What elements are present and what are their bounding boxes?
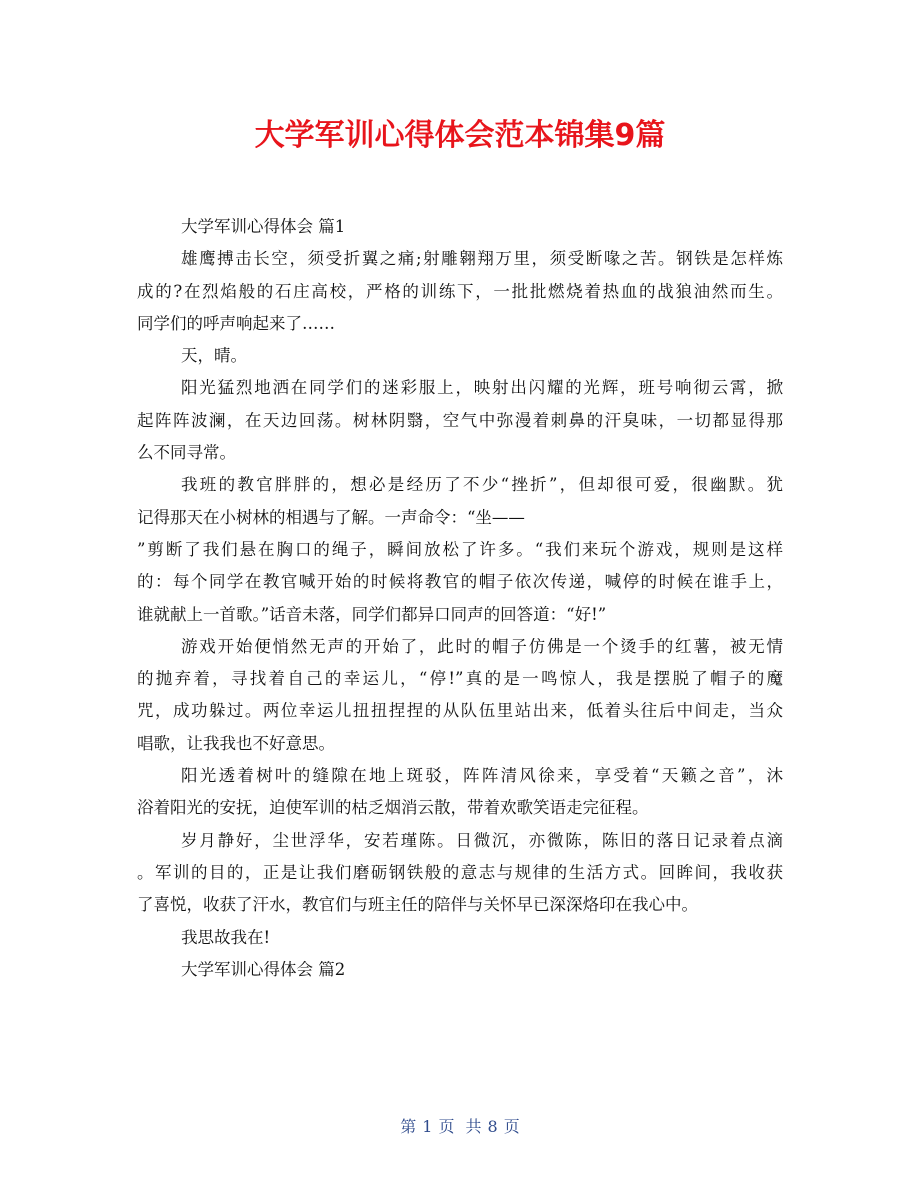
text-line: 浴着阳光的安抚，迫使军训的枯乏烟消云散，带着欢歌笑语走完征程。 bbox=[137, 798, 649, 818]
text-line: 同学们的呼声响起来了…… bbox=[137, 313, 335, 333]
text-line: 雄鹰搏击长空，须受折翼之痛;射雕翱翔万里，须受断喙之苦。钢铁是怎样炼 bbox=[181, 249, 783, 269]
text-line: 谁就献上一首歌。”话音未落，同学们都异口同声的回答道：“好!” bbox=[137, 604, 607, 624]
page-label-suffix: 页 bbox=[503, 1117, 520, 1136]
text-line: 游戏开始便悄然无声的开始了，此时的帽子仿佛是一个烫手的红薯，被无情 bbox=[181, 636, 783, 656]
text-line: 大学军训心得体会 篇2 bbox=[181, 959, 346, 979]
text-line: 天，晴。 bbox=[181, 346, 247, 366]
text-line: 么不同寻常。 bbox=[137, 443, 236, 463]
text-line: 。军训的目的，正是让我们磨砺钢铁般的意志与规律的生活方式。回眸间，我收获 bbox=[137, 862, 783, 882]
text-line: 成的?在烈焰般的石庄高校，严格的训练下，一批批燃烧着热血的战狼油然而生。 bbox=[137, 281, 783, 301]
document-title: 大学军训心得体会范本锦集9篇 bbox=[254, 118, 666, 153]
text-line: 我思故我在! bbox=[181, 927, 271, 947]
text-line: 了喜悦，收获了汗水，教官们与班主任的陪伴与关怀早已深深烙印在我心中。 bbox=[137, 895, 698, 915]
text-line: 咒，成功躲过。两位幸运儿扭扭捏捏的从队伍里站出来，低着头往后中间走，当众 bbox=[137, 701, 783, 721]
text-line: 岁月静好，尘世浮华，安若瑾陈。日微沉，亦微陈，陈旧的落日记录着点滴 bbox=[181, 830, 783, 850]
text-line: 起阵阵波澜，在天边回荡。树林阴翳，空气中弥漫着刺鼻的汗臭味，一切都显得那 bbox=[137, 410, 783, 430]
page-current-number: 1 bbox=[422, 1117, 433, 1136]
text-line: 阳光猛烈地洒在同学们的迷彩服上，映射出闪耀的光辉，班号响彻云霄，掀 bbox=[181, 378, 783, 398]
text-line: 唱歌，让我我也不好意思。 bbox=[137, 733, 335, 753]
document-body bbox=[137, 211, 783, 986]
page-label-prefix: 第 bbox=[400, 1117, 417, 1136]
text-line: 我班的教官胖胖的，想必是经历了不少“挫折”，但却很可爱，很幽默。犹 bbox=[181, 475, 783, 495]
page-label-mid: 页 共 bbox=[438, 1117, 482, 1136]
text-line: 的：每个同学在教官喊开始的时候将教官的帽子依次传递，喊停的时候在谁手上， bbox=[137, 572, 783, 592]
page-footer bbox=[0, 1114, 920, 1137]
text-line: 记得那天在小树林的相遇与了解。一声命令：“坐—— bbox=[137, 507, 525, 527]
text-line: 阳光透着树叶的缝隙在地上斑驳，阵阵清风徐来，享受着“天籁之音”，沐 bbox=[181, 766, 783, 786]
page-total-number: 8 bbox=[487, 1117, 498, 1136]
text-line: 的抛弃着，寻找着自己的幸运儿，“停!”真的是一鸣惊人，我是摆脱了帽子的魔 bbox=[137, 669, 783, 689]
text-line: 大学军训心得体会 篇1 bbox=[181, 217, 346, 236]
text-line: ”剪断了我们悬在胸口的绳子，瞬间放松了许多。“我们来玩个游戏，规则是这样 bbox=[137, 539, 783, 559]
